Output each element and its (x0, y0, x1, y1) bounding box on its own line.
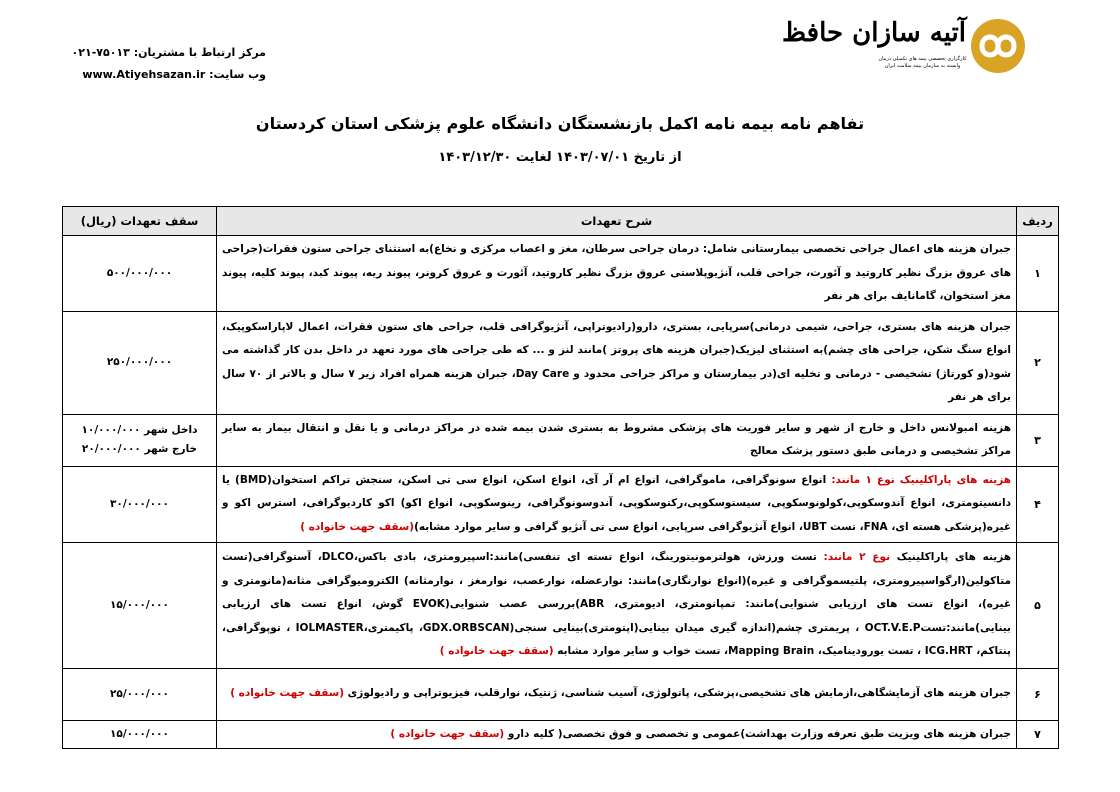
logo-tagline (875, 56, 970, 70)
row-number: ۱ (1017, 236, 1059, 312)
table-row (63, 720, 1059, 749)
coverage-table (62, 206, 1059, 749)
row-description (217, 720, 1017, 749)
row-coverage-cap: ۵۰۰/۰۰۰/۰۰۰ (63, 236, 217, 312)
header-row-number: ردیف (1017, 207, 1059, 236)
table-row (63, 414, 1059, 466)
row-description (217, 668, 1017, 720)
row-description-text: جبران هزینه های آزمایشگاهی،ازمایش های تشخیصی،پزشکی، پاتولوژی، آسیب شناسی، ژنتیک، نوارقلب، فیزیوتراپی و رادیولوژی (344, 687, 1011, 700)
row-description: جبران هزینه های بستری، جراحی، شیمی درمانی)سرپایی، بستری، دارو(رادیوتراپی، آنژیوگرافی قلب، جراحی های ستون فقرات، اعمال لاپاراسکوپیک، انواع سنگ شکن، جراحی های چشم)به استثنای لیزیک(جبران هزینه های پروتز )مانند لنز و ... که طی جراحی های مورد تعهد در داخل بدن کار گذاشته می شود(و کورتاژ) تشخیصی - درمانی و تخلیه ای(در بیمارستان و مراکز جراحی محدود و Day Care، جبران هزینه همراه افراد زیر ۷ سال و بالاتر از ۷۰ سال برای هر نفر (217, 311, 1017, 414)
family-cap-note: (سقف جهت خانواده ) (300, 520, 415, 533)
row-number: ۷ (1017, 720, 1059, 749)
table-row (63, 542, 1059, 668)
table-row (63, 311, 1059, 414)
logo-tagline-line-2: وابسته به سازمان بیمه سلامت ایران (884, 63, 961, 69)
row-description: هزینه امبولانس داخل و خارج از شهر و سایر فوریت های پزشکی مشروط به بستری شدن بیمه شده در مراکز درمانی و یا نقل و انتقال بیمار به سایر مراکز تشخیصی و درمانی طبق دستور پزشک معالج (217, 414, 1017, 466)
table-row (63, 466, 1059, 542)
row-number: ۴ (1017, 466, 1059, 542)
logo-name: آتیه سازان حافظ (781, 18, 966, 48)
paraclinic-type-1-label: هزینه های پاراکلینیک نوع ۱ مانند: (831, 473, 1012, 486)
document-period: از تاریخ ۱۴۰۳/۰۷/۰۱ لغایت ۱۴۰۳/۱۲/۳۰ (438, 150, 682, 165)
family-cap-note: (سقف جهت خانواده ) (439, 645, 554, 658)
company-logo (781, 10, 1028, 90)
contact-block (71, 42, 266, 86)
table-row (63, 668, 1059, 720)
row-coverage-cap: ۲۵/۰۰۰/۰۰۰ (63, 668, 217, 720)
row-description-text: تست ورزش، هولترمونیتورینگ، انواع تسته ای تنفسی)مانند:اسپیرومتری، بادی باکس،DLCO، آستوگرافی(تست متاکولین(ارگواسپیرومتری، پلتیسموگرافی و غیره)(انواع نوارنگاری)مانند: نوارعضله، نوارعصب، نوارمغز ، نوارمثانه) الکترومیوگرافی مثانه(مانومتری و غیره)، انواع تست های ارزیابی شنوایی)مانند: تمپانومتری، ادیومتری، ABR)بررسی عصب شنوایی(EVOK گوش، انواع تست های ارزیابی بینایی)مانند:تستOCT.V.E.P ، پریمتری چشم(اندازه گیری میدان بینایی(اپتومتری)بینایی سنجی(GDX.ORBSCAN، پاکیمتری،IOLMASTER ، توپوگرافی، پنتاکم، ICG.HRT ، تست یورودینامیک، Mapping Brain، تست خواب و سایر موارد مشابه (222, 551, 1011, 658)
row-coverage-cap (63, 414, 217, 466)
row-coverage-cap: ۳۰/۰۰۰/۰۰۰ (63, 466, 217, 542)
row-description (217, 542, 1017, 668)
row-coverage-cap: ۲۵۰/۰۰۰/۰۰۰ (63, 311, 217, 414)
website-label: وب سایت: www.Atiyehsazan.ir (82, 68, 266, 81)
family-cap-note: (سقف جهت خانواده ) (390, 727, 505, 740)
cap-in-city: داخل شهر ۱۰/۰۰۰/۰۰۰ (81, 424, 198, 436)
row-description-text: جبران هزینه های ویزیت طبق تعرفه وزارت بهداشت)عمومی و تخصصی و فوق تخصصی( کلیه دارو (504, 727, 1011, 740)
row-description (217, 466, 1017, 542)
row-description-text: انواع سونوگرافی، ماموگرافی، انواع ام آر آی، انواع اسکن، انواع سی تی اسکن، سنجش تراکم استخوان(BMD) یا دانسیتومتری، انواع آندوسکوپی،کولونوسکوپی، سیستوسکوپی،رکتوسکوپی، آندوسونوگرافی، رینوسکوپی، انواع اکو) اکو کاردیوگرافی، استرس اکو و غیره(پزشکی هسته ای، FNA، تست UBT، انواع آنژیوگرافی سرپایی، انواع سی تی آنژیو گرافی و سایر موارد مشابه) (222, 473, 1011, 533)
logo-tagline-line-1: کارگزاری تخصصی بیمه های تکمیلی درمان (878, 56, 967, 62)
table-header-row (63, 207, 1059, 236)
header-description: شرح تعهدات (217, 207, 1017, 236)
row-description-prefix: هزینه های پاراکلینیک (890, 551, 1012, 564)
row-number: ۳ (1017, 414, 1059, 466)
customer-service-phone: مرکز ارتباط با مشتریان: ۷۵۰۱۳-۰۲۱ (71, 46, 266, 59)
logo-emblem-icon (968, 16, 1028, 76)
row-number: ۶ (1017, 668, 1059, 720)
row-coverage-cap: ۱۵/۰۰۰/۰۰۰ (63, 720, 217, 749)
row-description: جبران هزینه های اعمال جراحی تخصصی بیمارستانی شامل: درمان جراحی سرطان، مغز و اعصاب مرکزی و نخاع)به استثنای جراحی ستون فقرات(جراحی های عروق بزرگ نظیر کاروتید و آئورت، جراحی قلب، آنژیوپلاستی عروق بزرگ نظیر کاروتید، آئورت و عروق کرونر، پیوند ریه، پیوند کبد، پیوند کلیه، پیوند مغز استخوان، گامانایف برای هر نفر (217, 236, 1017, 312)
family-cap-note: (سقف جهت خانواده ) (230, 687, 344, 700)
document-title: تفاهم نامه بیمه نامه اکمل بازنشستگان دانشگاه علوم پزشکی استان کردستان (255, 114, 865, 133)
row-number: ۲ (1017, 311, 1059, 414)
row-coverage-cap: ۱۵/۰۰۰/۰۰۰ (63, 542, 217, 668)
cap-out-city: خارج شهر ۲۰/۰۰۰/۰۰۰ (81, 443, 198, 455)
row-number: ۵ (1017, 542, 1059, 668)
table-row (63, 236, 1059, 312)
header-coverage-cap: سقف تعهدات (ریال) (63, 207, 217, 236)
paraclinic-type-2-label: نوع ۲ مانند: (823, 551, 891, 564)
